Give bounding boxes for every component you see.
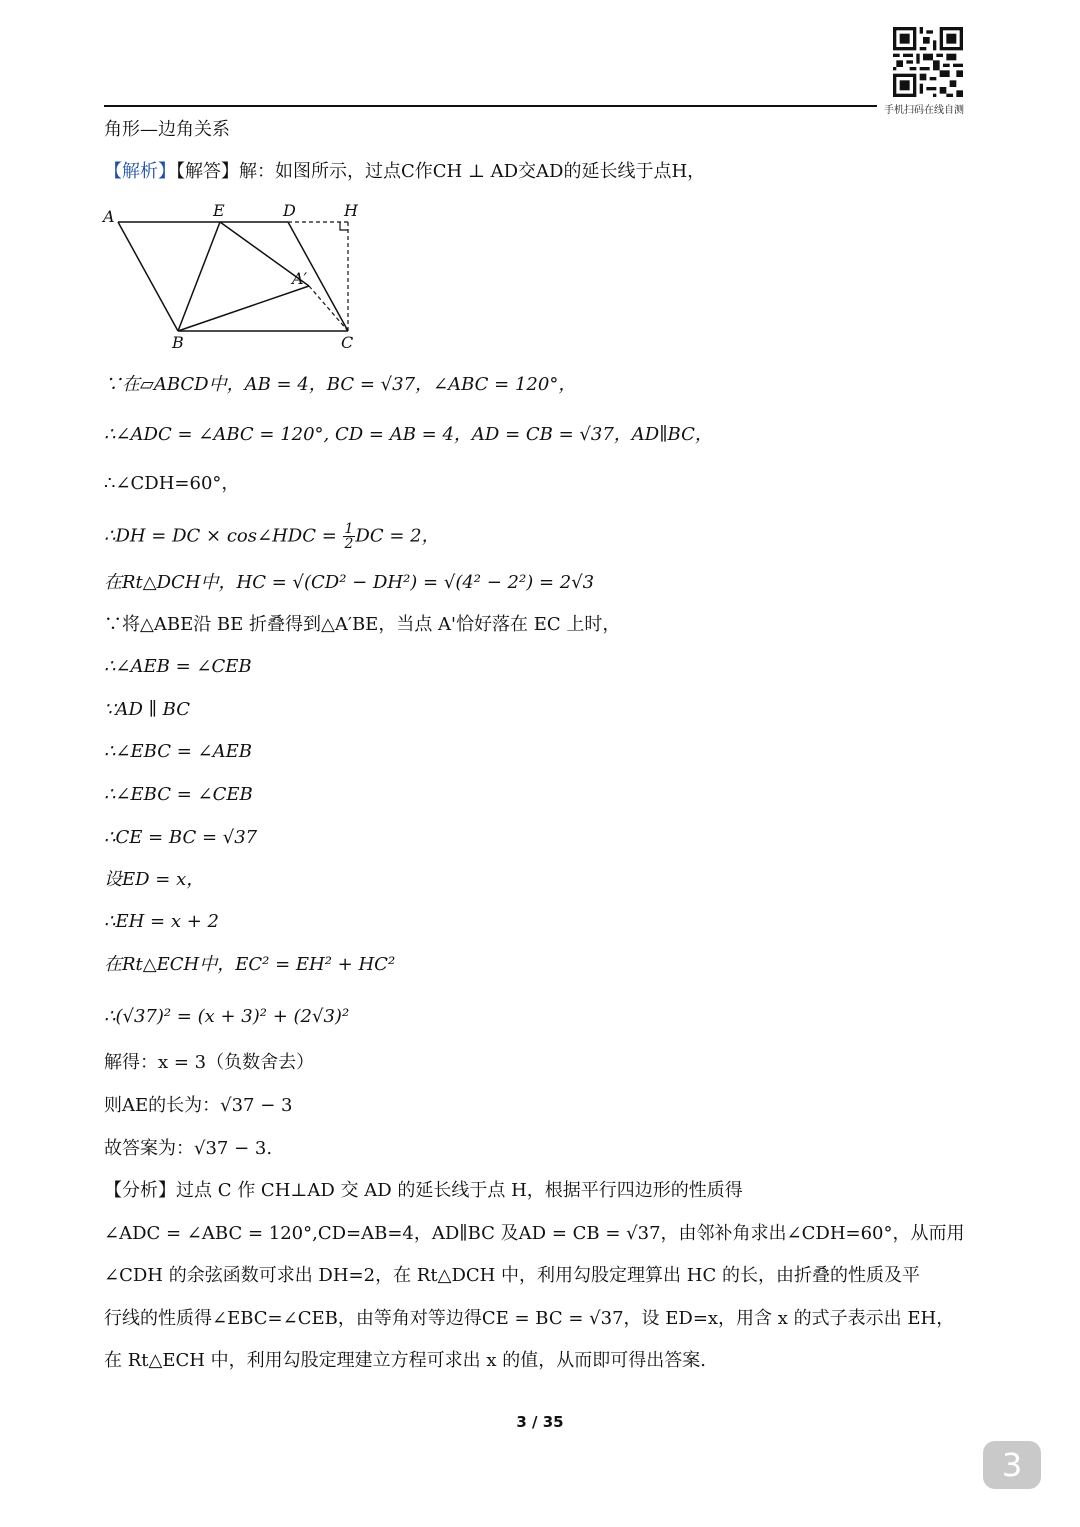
solution-line: ∴(√37)² = (x + 3)² + (2√3)² <box>104 1006 350 1027</box>
fraction-numerator: 1 <box>344 521 354 537</box>
solution-line: ∴∠AEB = ∠CEB <box>104 656 252 677</box>
label-e: E <box>213 201 225 220</box>
solution-line: ∴CE = BC = √37 <box>104 827 258 848</box>
label-b: B <box>172 333 184 352</box>
solution-line: 在Rt△DCH中，HC = √(CD² − DH²) = √(4² − 2²) = 2√3 <box>104 572 595 593</box>
analysis-line: ∠CDH 的余弦函数可求出 DH=2，在 Rt△DCH 中，利用勾股定理算出 HC 的长，由折叠的性质及平 <box>104 1265 920 1286</box>
analysis-line <box>104 1179 743 1203</box>
solution-line: ∵在▱ABCD中，AB = 4，BC = √37，∠ABC = 120°， <box>104 374 577 395</box>
solution-line: 在Rt△ECH中，EC² = EH² + HC² <box>104 954 396 975</box>
solution-line: 故答案为：√37 − 3. <box>104 1138 273 1159</box>
qr-code <box>893 27 963 97</box>
header-rule <box>104 105 877 107</box>
solution-line: ∵AD ∥ BC <box>104 699 190 720</box>
label-a-prime: A′ <box>292 269 308 288</box>
segment-eb <box>178 222 220 331</box>
segment-ab <box>118 222 178 331</box>
page-badge[interactable]: 3 <box>983 1441 1041 1489</box>
parallelogram-figure <box>100 200 370 356</box>
analysis-section-tag: 【分析】 <box>104 1180 176 1201</box>
label-d: D <box>283 201 296 220</box>
solution-line: ∴EH = x + 2 <box>104 911 219 932</box>
solution-intro: 解：如图所示，过点C作CH ⊥ AD交AD的延长线于点H， <box>239 161 706 182</box>
analysis-tag: 【解析】 <box>104 161 176 182</box>
solution-line: ∴∠EBC = ∠AEB <box>104 741 252 762</box>
right-angle-mark <box>340 222 348 230</box>
analysis-text: 过点 C 作 CH⊥AD 交 AD 的延长线于点 H，根据平行四边形的性质得 <box>176 1180 743 1201</box>
solution-line: ∴∠CDH=60°， <box>104 473 240 494</box>
analysis-line: 在 Rt△ECH 中，利用勾股定理建立方程可求出 x 的值，从而即可得出答案. <box>104 1350 706 1371</box>
page-number: 3 / 35 <box>516 1413 564 1431</box>
qr-caption: 手机扫码在线自测 <box>884 105 964 116</box>
fraction-denominator: 2 <box>344 536 354 552</box>
solution-line: 解得：x = 3（负数舍去） <box>104 1052 315 1073</box>
label-a: A <box>103 207 115 226</box>
solution-line: 则AE的长为：√37 − 3 <box>104 1095 293 1116</box>
label-c: C <box>341 333 354 352</box>
answer-tag: 【解答】 <box>176 161 239 182</box>
analysis-line: 行线的性质得∠EBC=∠CEB，由等角对等边得CE = BC = √37，设 ED=x，用含 x 的式子表示出 EH， <box>104 1308 955 1329</box>
analysis-line: ∠ADC = ∠ABC = 120°,CD=AB=4，AD∥BC 及AD = CB = √37，由邻补角求出∠CDH=60°，从而用 <box>104 1223 965 1244</box>
fraction <box>343 522 356 551</box>
label-h: H <box>344 201 358 220</box>
solution-line-dh <box>104 522 440 551</box>
solution-intro-line <box>104 160 705 184</box>
segment-a-prime-c <box>309 286 348 331</box>
dh-suffix: DC = 2， <box>355 525 440 547</box>
section-heading: 角形—边角关系 <box>104 119 230 140</box>
segment-ba-prime <box>178 286 309 331</box>
solution-line: 设ED = x， <box>104 869 205 890</box>
dh-prefix: ∴DH = DC × cos∠HDC = <box>104 525 343 547</box>
solution-line: ∴∠EBC = ∠CEB <box>104 784 253 805</box>
solution-line: ∵将△ABE沿 BE 折叠得到△A′BE，当点 A'恰好落在 EC 上时， <box>104 614 621 635</box>
solution-line: ∴∠ADC = ∠ABC = 120°, CD = AB = 4，AD = CB = √37，AD∥BC， <box>104 424 713 445</box>
